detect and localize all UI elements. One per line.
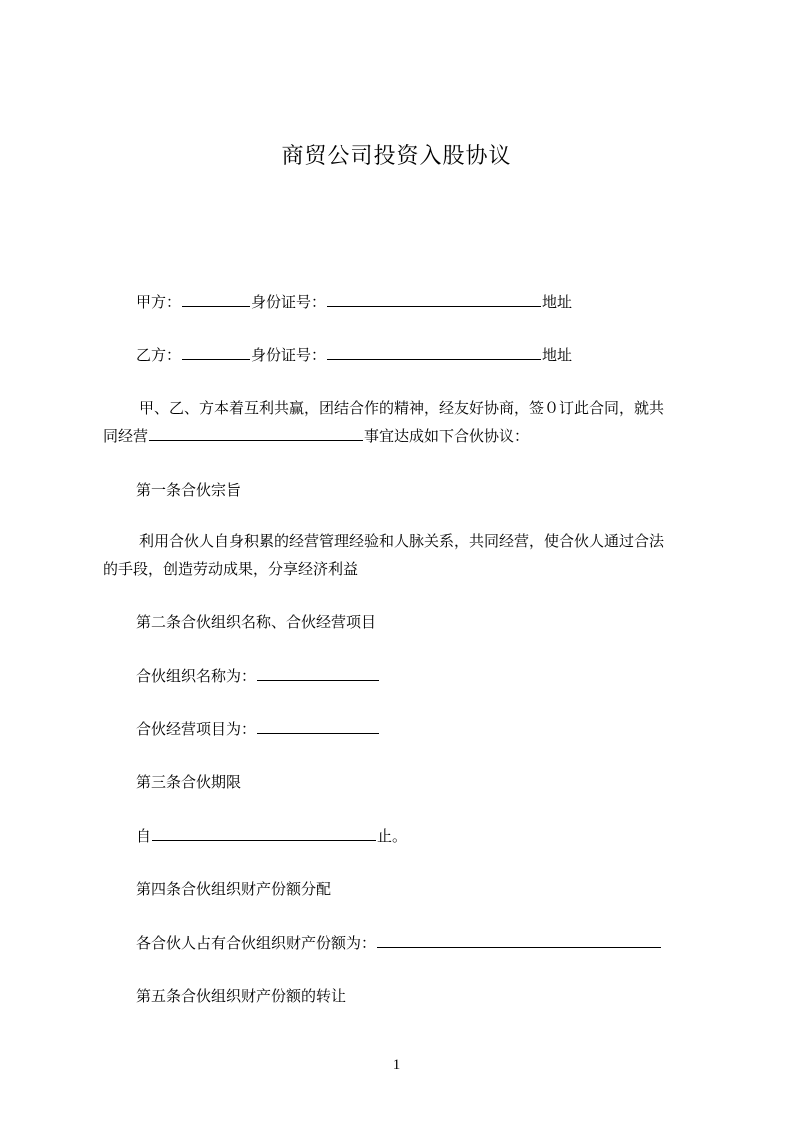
party-a-id-blank[interactable] bbox=[327, 292, 541, 307]
article-2-heading: 第二条合伙组织名称、合伙经营项目 bbox=[136, 613, 377, 631]
article-1-line-1: 利用合伙人自身积累的经营管理经验和人脉关系，共同经营，使合伙人通过合法 bbox=[139, 532, 665, 550]
article-4-heading: 第四条合伙组织财产份额分配 bbox=[136, 880, 332, 898]
party-b-address-label: 地址 bbox=[542, 346, 573, 364]
preamble-line-1: 甲、乙、方本着互利共赢，团结合作的精神，经友好协商，签０订此合同，就共 bbox=[139, 399, 665, 417]
term-to-label: 止。 bbox=[377, 827, 408, 845]
project-line bbox=[136, 719, 380, 739]
business-blank[interactable] bbox=[149, 426, 363, 441]
preamble-prefix: 同经营 bbox=[103, 427, 149, 445]
party-b-line bbox=[136, 345, 572, 365]
share-blank[interactable] bbox=[377, 933, 661, 948]
document-title: 商贸公司投资入股协议 bbox=[281, 144, 512, 169]
article-3-heading: 第三条合伙期限 bbox=[136, 773, 242, 791]
term-blank[interactable] bbox=[152, 826, 376, 841]
project-label: 合伙经营项目为： bbox=[136, 720, 257, 738]
share-line bbox=[136, 933, 662, 953]
article-1-heading: 第一条合伙宗旨 bbox=[136, 481, 242, 499]
org-name-line bbox=[136, 666, 380, 686]
article-1-line-2: 的手段，创造劳动成果，分享经济利益 bbox=[103, 560, 359, 578]
org-name-label: 合伙组织名称为： bbox=[136, 667, 257, 685]
preamble-line-2 bbox=[103, 426, 529, 446]
term-from-label: 自 bbox=[136, 827, 152, 845]
share-label: 各合伙人占有合伙组织财产份额为： bbox=[136, 934, 377, 952]
party-a-label: 甲方： bbox=[136, 293, 182, 311]
party-a-line bbox=[136, 292, 572, 312]
party-a-address-label: 地址 bbox=[542, 293, 573, 311]
party-a-name-blank[interactable] bbox=[182, 292, 250, 307]
party-b-id-blank[interactable] bbox=[327, 345, 541, 360]
party-b-name-blank[interactable] bbox=[182, 345, 250, 360]
project-blank[interactable] bbox=[257, 719, 379, 734]
party-b-id-label: 身份证号： bbox=[251, 346, 327, 364]
article-5-heading: 第五条合伙组织财产份额的转让 bbox=[136, 987, 347, 1005]
org-name-blank[interactable] bbox=[257, 666, 379, 681]
preamble-suffix: 事宜达成如下合伙协议： bbox=[364, 427, 530, 445]
party-a-id-label: 身份证号： bbox=[251, 293, 327, 311]
page-number: 1 bbox=[392, 1057, 401, 1073]
term-line bbox=[136, 826, 407, 846]
party-b-label: 乙方： bbox=[136, 346, 182, 364]
